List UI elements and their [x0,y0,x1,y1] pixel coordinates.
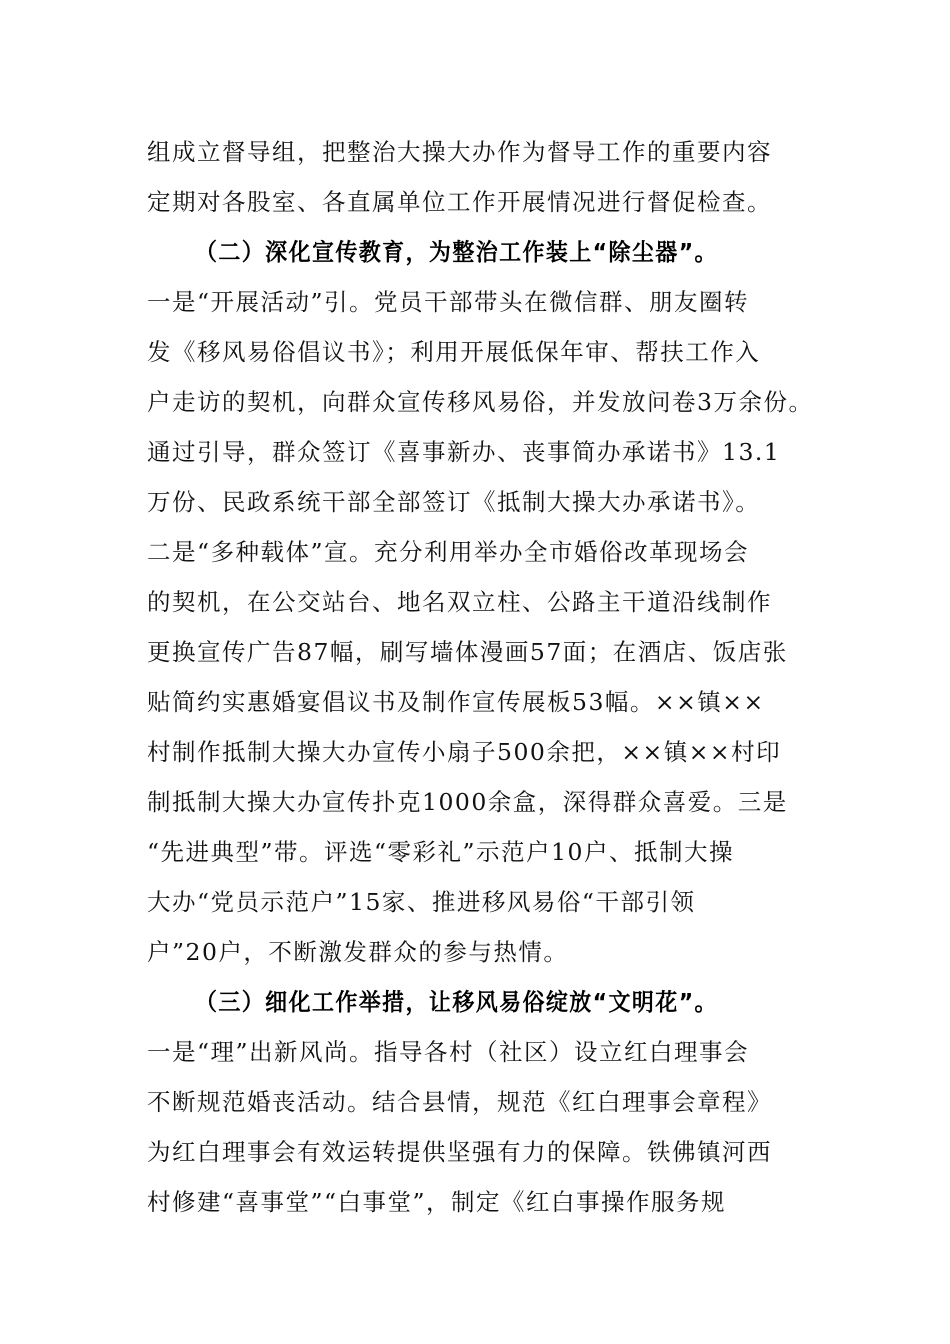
section-heading-2: （二）深化宣传教育，为整治工作装上“除尘器”。 [195,238,718,266]
paragraph-line: 为红白理事会有效运转提供坚强有力的保障。铁佛镇河西 [147,1138,772,1166]
paragraph-line: 定期对各股室、各直属单位工作开展情况进行督促检查。 [147,188,772,216]
paragraph-line: 一是“开展活动”引。党员干部带头在微信群、朋友圈转 [147,288,750,316]
paragraph-line: 贴简约实惠婚宴倡议书及制作宣传展板53幅。××镇×× [147,688,765,716]
paragraph-line: 村制作抵制大操大办宣传小扇子500余把，××镇××村印 [147,738,782,766]
paragraph-line: 大办“党员示范户”15家、推进移风易俗“干部引领 [147,888,696,916]
paragraph-line: 通过引导，群众签订《喜事新办、丧事简办承诺书》13.1 [147,438,781,466]
paragraph-line: 制抵制大操大办宣传扑克1000余盒，深得群众喜爱。三是 [147,788,788,816]
section-heading-3: （三）细化工作举措，让移风易俗绽放“文明花”。 [195,988,718,1016]
paragraph-line: 一是“理”出新风尚。指导各村（社区）设立红白理事会 [147,1038,750,1066]
paragraph-line: 更换宣传广告87幅，刷写墙体漫画57面；在酒店、饭店张 [147,638,788,666]
paragraph-line: 户走访的契机，向群众宣传移风易俗，并发放问卷3万余份。 [147,388,814,416]
paragraph-line: 二是“多种载体”宣。充分利用举办全市婚俗改革现场会 [147,538,750,566]
paragraph-line: 的契机，在公交站台、地名双立柱、公路主干道沿线制作 [147,588,772,616]
paragraph-line: 组成立督导组，把整治大操大办作为督导工作的重要内容 [147,138,772,166]
paragraph-line: 户”20户，不断激发群众的参与热情。 [147,938,569,966]
paragraph-line: 万份、民政系统干部全部签订《抵制大操大办承诺书》。 [147,488,761,516]
paragraph-line: 村修建“喜事堂”“白事堂”，制定《红白事操作服务规 [147,1188,727,1216]
paragraph-line: 发《移风易俗倡议书》；利用开展低保年审、帮扶工作入 [147,338,761,366]
paragraph-line: “先进典型”带。评选“零彩礼”示范户10户、抵制大操 [147,838,734,866]
paragraph-line: 不断规范婚丧活动。结合县情，规范《红白理事会章程》 [147,1088,772,1116]
